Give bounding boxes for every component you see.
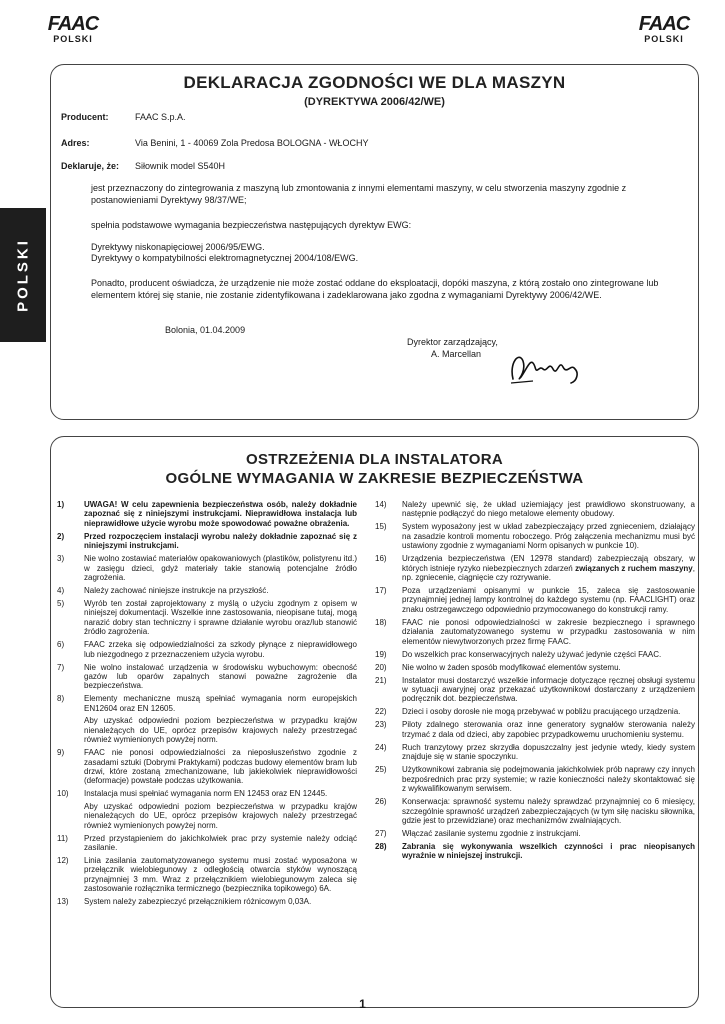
warning-number: 4) bbox=[57, 586, 65, 596]
declaration-paragraph-1: jest przeznaczony do zintegrowania z maszyną lub zmontowania z innymi elementami maszyny, w celu stworzenia maszyny zgodnie z postanowieniami Dyrektywy 98/37/WE; bbox=[91, 183, 627, 205]
warning-item bbox=[57, 856, 357, 894]
declaration-title: DEKLARACJA ZGODNOŚCI WE DLA MASZYN bbox=[183, 73, 566, 92]
warning-item bbox=[57, 694, 357, 744]
declaration-subtitle: (DYREKTYWA 2006/42/WE) bbox=[304, 96, 445, 108]
declaration-directive-1: Dyrektywy niskonapięciowej 2006/95/EWG. bbox=[91, 242, 265, 252]
warning-number: 13) bbox=[57, 897, 69, 907]
signature-image bbox=[505, 343, 585, 393]
warning-text: Nie wolno w żaden sposób modyfikować elementów systemu. bbox=[402, 662, 621, 672]
logo-mark: FAAC bbox=[638, 13, 690, 35]
producer-label: Producent: bbox=[61, 112, 109, 122]
declaration-paragraph-2: spełnia podstawowe wymagania bezpieczeństwa następujących dyrektyw EWG: bbox=[91, 220, 412, 230]
warnings-left-column bbox=[57, 500, 357, 910]
language-label: POLSKI bbox=[14, 238, 32, 312]
warning-item bbox=[375, 720, 695, 739]
warning-number: 7) bbox=[57, 662, 65, 672]
address-value: Via Benini, 1 - 40069 Zola Predosa BOLOGNA - WŁOCHY bbox=[135, 138, 369, 148]
director-title: Dyrektor zarządzający, bbox=[407, 337, 498, 347]
warning-item bbox=[57, 789, 357, 830]
warning-item bbox=[375, 554, 695, 582]
warning-item bbox=[57, 532, 357, 551]
warning-item bbox=[57, 834, 357, 853]
warning-number: 9) bbox=[57, 748, 65, 758]
warning-item bbox=[375, 586, 695, 614]
warning-item bbox=[375, 707, 695, 716]
place-date: Bolonia, 01.04.2009 bbox=[165, 325, 246, 335]
warning-item bbox=[375, 618, 695, 646]
warning-text: Wyrób ten został zaprojektowany z myślą o użyciu zgodnym z opisem w niniejszej dokumentacji. Wszelkie inne zastosowania, nieopisane tutaj, mogą narazić dobry stan techniczny i sprawne działanie wyrobu oraz/lub stanowić źródło zagrożenia. bbox=[84, 599, 357, 637]
warning-number: 16) bbox=[375, 554, 387, 564]
logo-mark: FAAC bbox=[47, 13, 99, 35]
warning-item bbox=[57, 663, 357, 691]
warning-text: Przed przystąpieniem do jakichkolwiek prac przy systemie należy odciąć zasilanie. bbox=[84, 833, 357, 852]
warning-text: FAAC nie ponosi odpowiedzialności w zakresie bezpiecznego i sprawnego działania zautomatyzowanego systemu w przypadku zastosowania w nim elementów niewytworzonych przez firmę FAAC. bbox=[402, 617, 695, 646]
address-label: Adres: bbox=[61, 138, 90, 148]
warning-text: FAAC zrzeka się odpowiedzialności za szkody płynące z nieprawidłowego lub niezgodnego z przeznaczeniem użycia wyrobu. bbox=[84, 640, 357, 659]
warning-text: Do wszelkich prac konserwacyjnych należy używać jedynie części FAAC. bbox=[402, 649, 662, 659]
warning-number: 3) bbox=[57, 554, 65, 564]
warning-number: 25) bbox=[375, 765, 387, 775]
warning-item bbox=[375, 650, 695, 659]
warning-number: 2) bbox=[57, 531, 65, 541]
warning-item bbox=[57, 500, 357, 528]
warning-item bbox=[57, 586, 357, 595]
warning-text: Przed rozpoczęciem instalacji wyrobu należy dokładnie zapoznać się z niniejszymi instrukcjami. bbox=[84, 531, 357, 551]
warning-text: Linia zasilania zautomatyzowanego systemu musi zostać wyposażona w przełącznik wielobiegunowy z odległością otwarcia styków wynoszącą przynajmniej 3 mm. Wraz z przełącznikiem wielobiegunowym zaleca się zastosowanie rozłącznika termicznego (bezpiecznika topikowego) 6A. bbox=[84, 855, 357, 894]
warning-text: System wyposażony jest w układ zabezpieczający przed zgnieceniem, działający na zasadzie kontroli momentu roboczego. Próg załączenia mechanizmu musi być ustawiony zgodnie z wymaganiami Norm opisanych w punkcie 10). bbox=[402, 522, 695, 551]
producer-value: FAAC S.p.A. bbox=[135, 112, 186, 122]
warning-number: 10) bbox=[57, 789, 69, 799]
declares-value: Siłownik model S540H bbox=[135, 161, 226, 171]
warning-number: 19) bbox=[375, 649, 387, 659]
warning-text: Instalator musi dostarczyć wszelkie informacje dotyczące ręcznej obsługi systemu w sytuacji awaryjnej oraz przekazać użytkownikowi dostarczany z urządzeniem podręcznik dot. bezpieczeństwa. bbox=[402, 675, 695, 704]
warning-number: 8) bbox=[57, 694, 65, 704]
warning-text: Należy zachować niniejsze instrukcje na przyszłość. bbox=[84, 586, 269, 596]
warning-text: Należy upewnić się, że układ uziemiający jest prawidłowo skonstruowany, a następnie podłączyć do niego metalowe elementy obudowy. bbox=[402, 500, 695, 519]
warning-text: Piloty zdalnego sterowania oraz inne generatory sygnałów sterowania należy trzymać z dala od dzieci, aby zapobiec przypadkowemu uruchomieniu systemu. bbox=[402, 720, 695, 739]
warning-number: 14) bbox=[375, 500, 387, 509]
warning-number: 1) bbox=[57, 500, 65, 509]
warnings-right-column bbox=[375, 500, 695, 864]
warning-item bbox=[57, 599, 357, 637]
warning-text: Urządzenia bezpieczeństwa (EN 12978 standard) zabezpieczają obszary, w których istnieje ryzyko niebezpiecznych zdarzeń związanych z ruchem maszyny, np. zgniecenie, ciągnięcie czy rozrywanie. bbox=[402, 554, 695, 583]
warnings-title: OSTRZEŻENIA DLA INSTALATORA bbox=[246, 451, 503, 468]
warning-text: Włączać zasilanie systemu zgodnie z instrukcjami. bbox=[402, 828, 581, 838]
warning-number: 24) bbox=[375, 742, 387, 752]
warning-text: Użytkownikowi zabrania się podejmowania jakichkolwiek prób naprawy czy innych bezpośrednich prac przy systemie; w razie konieczności należy skontaktować się z wykwalifikowanym serwisem. bbox=[402, 765, 695, 794]
warnings-subtitle: OGÓLNE WYMAGANIA W ZAKRESIE BEZPIECZEŃSTWA bbox=[165, 470, 584, 487]
warning-text: Nie wolno instalować urządzenia w środowisku wybuchowym: obecność gazów lub oparów zapalnych stanowi poważne zagrożenie dla bezpieczeństwa. bbox=[84, 662, 357, 691]
warning-number: 6) bbox=[57, 640, 65, 650]
logo-subtitle: POLSKI bbox=[53, 34, 93, 44]
warning-item bbox=[375, 676, 695, 704]
declaration-directive-2: Dyrektywy o kompatybilności elektromagnetycznej 2004/108/EWG. bbox=[91, 253, 359, 263]
warnings-box bbox=[50, 436, 699, 1008]
warning-item bbox=[375, 765, 695, 793]
warning-text: FAAC nie ponosi odpowiedzialności za nieposłuszeństwo zgodnie z zasadami sztuki (Dobrymi Praktykami) podczas budowy elementów bram lub drzwi, które zostaną zmechanizowane, lub jakiekolwiek nieprawidłowości (deformacje) powstałe podczas użytkowania. bbox=[84, 748, 357, 786]
language-side-tab bbox=[0, 208, 46, 342]
faac-logo-left bbox=[38, 14, 108, 44]
declaration-box bbox=[50, 64, 699, 420]
warning-number: 20) bbox=[375, 662, 387, 672]
warning-number: 18) bbox=[375, 617, 387, 627]
logo-subtitle: POLSKI bbox=[644, 34, 684, 44]
warning-item bbox=[375, 743, 695, 762]
warning-item bbox=[375, 500, 695, 519]
warning-text: System należy zabezpieczyć przełącznikiem różnicowym 0,03A. bbox=[84, 897, 312, 907]
warning-item bbox=[375, 842, 695, 861]
warning-text: Poza urządzeniami opisanymi w punkcie 15, zaleca się zastosowanie przynajmniej jednej lampy kontrolnej do każdego systemu (np. FAACLIGHT) oraz znaku ostrzegawczego odpowiednio przymocowanego do konstrukcji ramy. bbox=[402, 586, 695, 614]
warning-text: UWAGA! W celu zapewnienia bezpieczeństwa osób, należy dokładnie zapoznać się z niniejszymi instrukcjami. Nieprawidłowa instalacja lub nieprawidłowe użycie wyrobu może spowodować poważne obrażenia. bbox=[84, 500, 357, 528]
warning-item bbox=[375, 663, 695, 672]
warning-item bbox=[57, 640, 357, 659]
warning-item bbox=[375, 522, 695, 550]
warning-text: Konserwacja: sprawność systemu należy sprawdzać przynajmniej co 6 miesięcy, szczególnie sprawność urządzeń zabezpieczających (w tym siłę nacisku siłownika, gdzie jest to przewidziane) oraz mechanizmów zwalniających. bbox=[402, 797, 696, 825]
warning-number: 21) bbox=[375, 675, 387, 685]
warning-number: 11) bbox=[57, 833, 68, 843]
page-number: 1 bbox=[359, 997, 366, 1011]
warning-text: Zabrania się wykonywania wszelkich czynności i prac nieopisanych wyraźnie w niniejszej instrukcji. bbox=[402, 841, 695, 861]
warning-number: 23) bbox=[375, 720, 387, 730]
faac-logo-right bbox=[629, 14, 699, 44]
warning-item bbox=[375, 829, 695, 838]
warning-number: 12) bbox=[57, 855, 69, 865]
warning-text-continued: Aby uzyskać odpowiedni poziom bezpieczeństwa w przypadku krajów nienależących do UE, oprócz przepisów krajowych należy przestrzegać również wymienionych powyżej norm. bbox=[84, 716, 357, 745]
warning-text: Instalacja musi spełniać wymagania norm EN 12453 oraz EN 12445. bbox=[84, 789, 328, 799]
warning-item bbox=[57, 748, 357, 786]
warning-text-continued: Aby uzyskać odpowiedni poziom bezpieczeństwa w przypadku krajów nienależących do UE, oprócz przepisów krajowych należy przestrzegać również wymienionych powyżej norm. bbox=[84, 801, 357, 830]
declaration-paragraph-4: Ponadto, producent oświadcza, że urządzenie nie może zostać oddane do eksploatacji, dopóki maszyna, z którą zostało ono zintegrowane lub elementem której się stanie, nie zostanie zidentyfikowana i zadeklarowana jako zgodna z wymaganiami Dyrektywy 2006/42/WE. bbox=[91, 278, 659, 300]
warning-text: Dzieci i osoby dorosłe nie mogą przebywać w pobliżu pracującego urządzenia. bbox=[402, 707, 681, 717]
warning-number: 15) bbox=[375, 522, 387, 532]
warning-text: Ruch tranzytowy przez skrzydła dopuszczalny jest jedynie wtedy, kiedy system znajduje się w stanie spoczynku. bbox=[402, 742, 695, 762]
warning-item bbox=[57, 897, 357, 906]
warning-number: 26) bbox=[375, 797, 387, 807]
warning-number: 17) bbox=[375, 586, 387, 596]
warning-number: 27) bbox=[375, 828, 387, 838]
warning-number: 28) bbox=[375, 841, 387, 851]
warning-text: Elementy mechaniczne muszą spełniać wymagania norm europejskich EN12604 oraz EN 12605. bbox=[84, 694, 357, 713]
declares-label: Deklaruje, że: bbox=[61, 161, 120, 171]
warning-number: 5) bbox=[57, 599, 65, 609]
warning-number: 22) bbox=[375, 707, 387, 717]
warning-item bbox=[57, 554, 357, 582]
warning-item bbox=[375, 797, 695, 825]
director-name: A. Marcellan bbox=[431, 349, 482, 359]
warning-text: Nie wolno zostawiać materiałów opakowaniowych (plastików, polistyrenu itd.) w zasięgu dzieci, gdyż materiały takie stanowią potencjalne źródło zagrożenia. bbox=[84, 554, 357, 583]
